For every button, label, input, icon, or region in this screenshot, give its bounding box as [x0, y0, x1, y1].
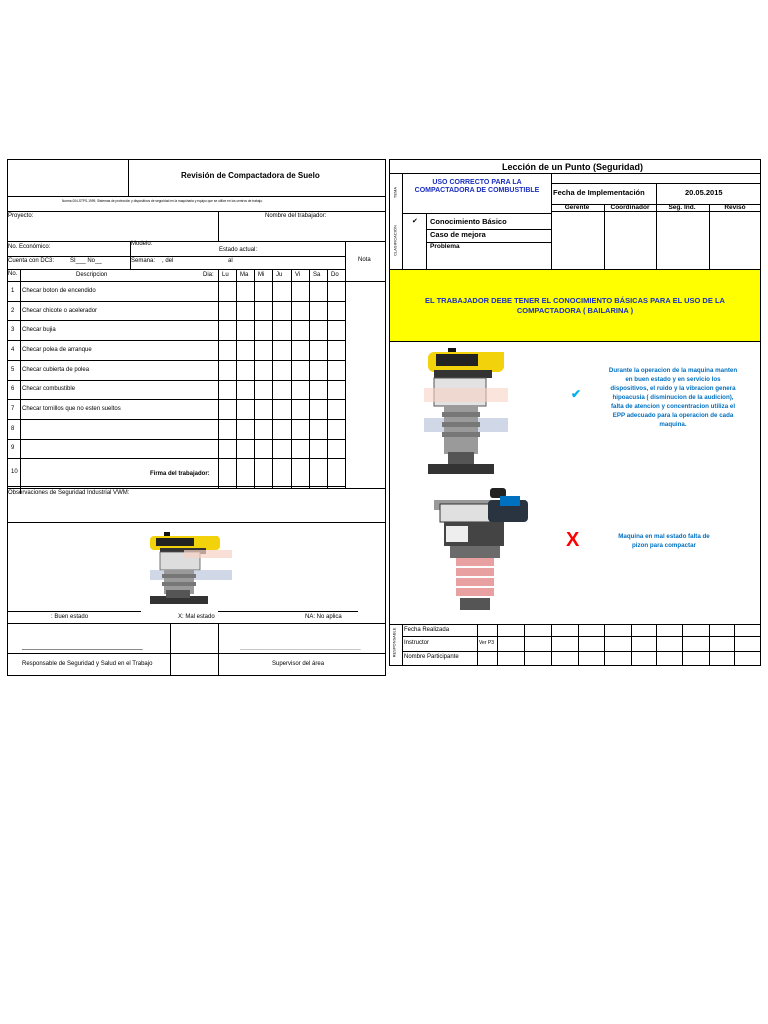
nota-label: Nota [358, 257, 371, 263]
day-divider [272, 269, 273, 488]
grid-divider [656, 624, 657, 665]
fecha-impl-value: 20.05.2015 [685, 188, 723, 197]
clasif-item-2: Caso de mejora [430, 230, 486, 239]
participante-label: Nombre Participante [404, 654, 459, 660]
firma-label: Firma del trabajador: [150, 471, 210, 477]
day-divider [254, 269, 255, 488]
grid-divider [551, 624, 552, 665]
day-header-ma: Ma [240, 272, 249, 278]
grid-divider [497, 624, 498, 665]
row-description: Checar polea de arranque [22, 346, 92, 353]
fecha-impl-label: Fecha de Implementación [553, 188, 645, 197]
fecha-realizada: Fecha Realizada [404, 627, 450, 633]
banner [390, 270, 760, 341]
good-text: Durante la operacion de la maquina manten en buen estado y en servicio los dispositivos, el ruido y la vibracion genera hipoacusia ( disminucion de la audicion), falta de atencion y concentracion utiliza el EPP adecuado para la operacion de cada maquina. [608, 367, 738, 428]
clasif-label: CLASIFICACIÓN [392, 225, 398, 256]
grid-divider [631, 624, 632, 665]
day-divider [236, 269, 237, 488]
day-header-do: Do [331, 272, 339, 278]
role-divider [551, 204, 552, 269]
responsable-label: Responsable de Seguridad y Salud en el Trabajo [22, 661, 153, 667]
row-number: 5 [11, 366, 15, 373]
row-number: 3 [11, 327, 15, 334]
grid-divider [734, 624, 735, 665]
day-header-lu: Lu [222, 272, 229, 278]
grid-divider [604, 624, 605, 665]
supervisor-label: Supervisor del área [272, 661, 325, 667]
row-number: 9 [11, 445, 15, 452]
estado-label: Estado actual: [219, 247, 258, 253]
compactor-image-good [418, 344, 510, 484]
row-divider [8, 320, 345, 321]
row-divider [8, 360, 345, 361]
row-divider [8, 340, 345, 341]
row-description: Checar boton de encendido [22, 287, 96, 294]
legend-na: NA: No aplica [305, 614, 342, 620]
dia-header: Dia: [203, 272, 214, 278]
row-description: Checar chicote o acelerador [22, 307, 98, 314]
row-description: Checar cubierta de polea [22, 366, 90, 373]
row-number: 1 [11, 287, 15, 294]
bad-text: Maquina en mal estado falta de pizon para compactar [618, 533, 710, 549]
instructor-label: Instructor [404, 640, 430, 646]
row-number: 10 [11, 469, 18, 476]
si-no: SI___ No__ [70, 258, 102, 264]
legend-bad: X: Mal estado [178, 614, 215, 620]
grid-divider [477, 624, 478, 665]
economico-label: No. Económico: [8, 244, 51, 250]
compactor-image-bad [430, 486, 534, 620]
semana-label: Semana: [131, 258, 156, 264]
bad-mark: X [566, 529, 580, 551]
observaciones-label: Observaciones de Seguridad Industrial VWM: [8, 490, 130, 496]
row-number: 2 [11, 307, 15, 314]
role-divider [656, 204, 657, 269]
lesson-title: Lección de un Punto (Seguridad) [502, 162, 644, 172]
row-number: 4 [11, 346, 15, 353]
trabajador-label: Nombre del trabajador: [265, 213, 327, 219]
row-divider [8, 458, 345, 459]
row-divider [8, 380, 345, 381]
row-description: Checar combustible [22, 386, 76, 393]
role-divider [604, 204, 605, 269]
day-divider [291, 269, 292, 488]
grid-divider [578, 624, 579, 665]
role-revis-: Revisó [724, 204, 746, 211]
row-number: 8 [11, 425, 15, 432]
clasif-item-3: Problema [430, 243, 460, 250]
row-description: Checar tornillos que no esten sueltos [22, 406, 121, 413]
day-divider [309, 269, 310, 488]
tema-text: USO CORRECTO PARA LA COMPACTADORA DE COMBUSTIBLE [414, 179, 540, 195]
left-form [7, 159, 386, 676]
row-divider [8, 301, 345, 302]
day-header-ju: Ju [276, 272, 283, 278]
banner-text: EL TRABAJADOR DEBE TENER EL CONOCIMIENTO BÁSICAS PARA EL USO DE LA COMPACTADORA ( BAILARINA ) [425, 296, 725, 315]
day-divider [327, 269, 328, 488]
role-seg-ind-: Seg. Ind. [668, 204, 696, 211]
row-divider [8, 419, 345, 420]
al-label: al [228, 258, 233, 264]
row-number: 7 [11, 406, 15, 413]
row-description: Checar bujia [22, 327, 56, 334]
norm-text: Norma 004-STPS-1999, Sistemas de protección y dispositivos de seguridad en la maquinaria y equipo que se utilice en los centros de trabajo. [62, 199, 263, 203]
role-divider [709, 204, 710, 269]
compactor-image-small [136, 526, 232, 614]
day-header-vi: Vi [295, 272, 301, 278]
del-label: , del [162, 258, 174, 264]
row-divider [8, 439, 345, 440]
grid-divider [709, 624, 710, 665]
clasif-check: ✔ [412, 218, 418, 225]
day-header-mi: Mi [258, 272, 265, 278]
desc-header: Descripcion [76, 272, 108, 278]
dc3-label: Cuenta con DC3: [8, 258, 55, 264]
row-divider [8, 399, 345, 400]
sig-line-left: _______________________________ [22, 643, 143, 650]
grid-divider [524, 624, 525, 665]
day-divider [218, 269, 219, 488]
version-label: Ver P3 [479, 640, 495, 646]
role-coordinador: Coordinador [610, 204, 650, 211]
right-lesson [389, 159, 761, 666]
no-header: No. [8, 271, 18, 277]
tema-label: TEMA [392, 186, 398, 199]
legend-good: : Buen estado [51, 614, 89, 620]
day-header-sa: Sa [313, 272, 321, 278]
proyecto-label: Proyecto: [8, 213, 34, 219]
grid-divider [682, 624, 683, 665]
row-number: 6 [11, 386, 15, 393]
day-divider [345, 269, 346, 488]
good-mark: ✔ [571, 387, 582, 401]
sig-line-right: _______________________________ [240, 643, 361, 650]
form-title: Revisión de Compactadora de Suelo [181, 171, 320, 180]
clasif-item-1: Conocimiento Básico [430, 217, 507, 226]
modelo-label: Modelo: [131, 241, 153, 247]
resp-label: RESPONSABLE [391, 627, 397, 658]
role-gerente: Gerente [564, 204, 590, 211]
